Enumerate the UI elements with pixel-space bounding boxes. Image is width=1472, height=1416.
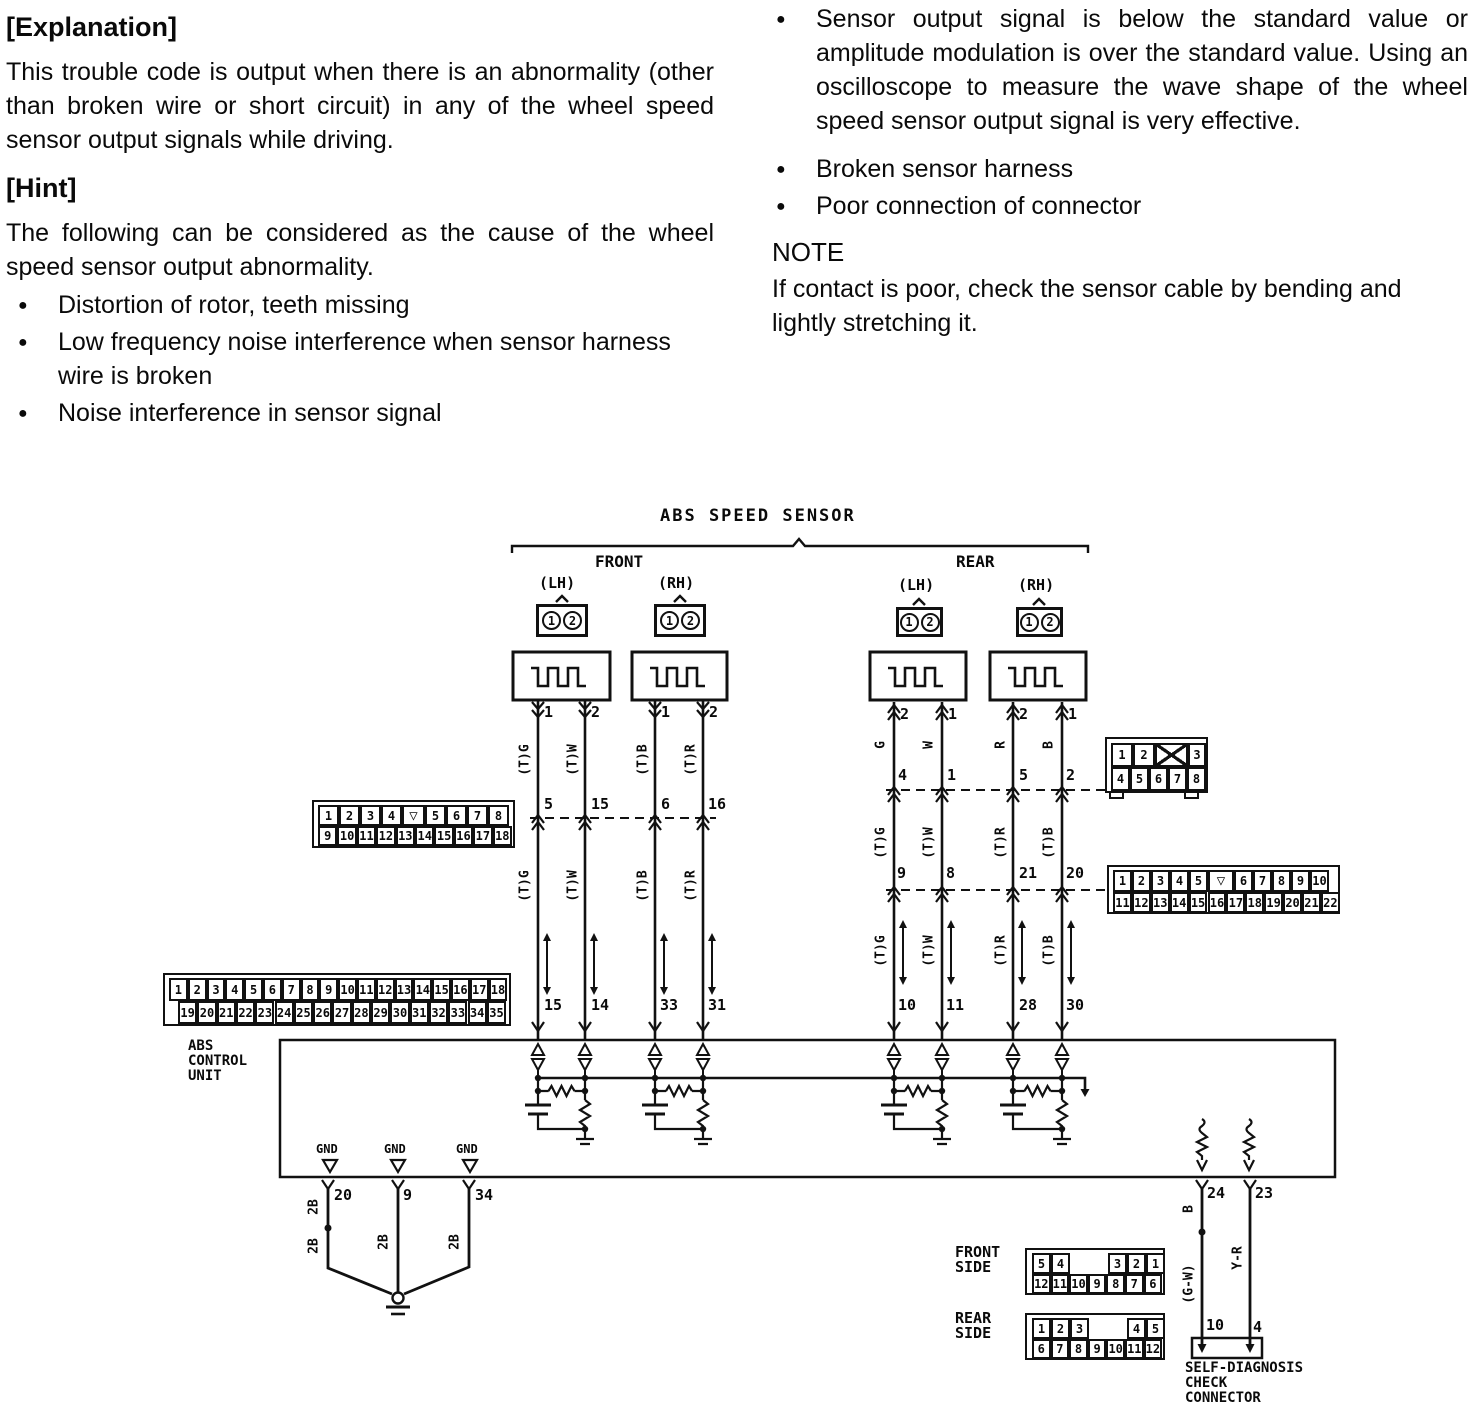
- connector-cell: 9: [1088, 1274, 1107, 1294]
- rear-rh-label: (RH): [1018, 576, 1055, 594]
- pin-circle: 1: [900, 613, 919, 632]
- connector-cell: 2: [1127, 1253, 1146, 1274]
- connector-cell: 12: [376, 826, 395, 846]
- connector-cell: 8: [1069, 1339, 1088, 1359]
- connector-cell: 15: [434, 826, 453, 846]
- wire-color-label: (T)B: [635, 744, 651, 776]
- connector-cell: 18: [489, 978, 508, 1001]
- abs-unit-label-line1: ABS: [188, 1038, 214, 1054]
- pin-number-label: 15: [544, 996, 563, 1014]
- pin-number-label: 24: [1207, 1184, 1226, 1202]
- pin-number-label: 5: [544, 795, 554, 813]
- cause-bullet-3: Poor connection of connector: [816, 192, 1142, 220]
- connector-cell: 29: [371, 1001, 390, 1024]
- connector-cell: 2: [1133, 743, 1155, 767]
- pin-number-label: 20: [334, 1186, 353, 1204]
- pin-number-label: 1: [947, 766, 957, 784]
- connector-cell: 19: [178, 1001, 197, 1024]
- connector-cell: 7: [282, 978, 301, 1001]
- connector-cell: 25: [294, 1001, 313, 1024]
- pin-number-label: 6: [661, 795, 671, 813]
- connector-cell: ▽: [1208, 870, 1234, 892]
- wire-color-label: R: [993, 741, 1009, 749]
- wire-color-label: (T)B: [635, 870, 651, 902]
- rear-lh-label: (LH): [898, 576, 935, 594]
- connector-cell: 1: [1032, 1318, 1051, 1339]
- connector-cell: 24: [275, 1001, 294, 1024]
- front-side-label-line1: FRONT: [955, 1243, 1001, 1261]
- connector-cell: 4: [1127, 1318, 1146, 1339]
- wire-color-label: 2B: [376, 1234, 392, 1250]
- gnd-label-2: GND: [384, 1142, 406, 1156]
- pin-number-label: 21: [1019, 864, 1038, 882]
- connector-cell: 5: [1189, 870, 1208, 892]
- pin-number-label: 23: [1255, 1184, 1274, 1202]
- pin-circle: 1: [660, 611, 679, 630]
- pin-number-label: 4: [1253, 1318, 1263, 1336]
- connector-cell: 7: [1253, 870, 1272, 892]
- connector-cell: 15: [432, 978, 451, 1001]
- connector-cell: 7: [467, 805, 488, 826]
- connector-cell: 14: [413, 978, 432, 1001]
- connector-cell: 16: [454, 826, 473, 846]
- connector-cell: 4: [1170, 870, 1189, 892]
- front-rh-sensor-connector: [654, 604, 706, 637]
- connector-cell: 31: [410, 1001, 429, 1024]
- hint-bullet-1: Distortion of rotor, teeth missing: [58, 291, 410, 319]
- connector-cell: 10: [1310, 870, 1329, 892]
- note-body: If contact is poor, check the sensor cable by bending and lightly stretching it.: [772, 275, 1402, 337]
- pin-number-label: 1: [544, 703, 554, 721]
- pin-number-label: 1: [661, 703, 671, 721]
- connector-cell: 4: [1051, 1253, 1070, 1274]
- connector-cell: 16: [451, 978, 470, 1001]
- connector-cell: 16: [1208, 892, 1227, 913]
- cause-bullet-1: Sensor output signal is below the standard value or amplitude modulation is over the standard value. Using an oscilloscope to measure the wave shape of the wheel speed sensor output signal is very effective.: [816, 5, 1468, 135]
- connector-cell: 3: [1070, 1318, 1089, 1339]
- connector-cell: 28: [352, 1001, 371, 1024]
- pin-circle: 2: [681, 611, 700, 630]
- connector-cell: 13: [1151, 892, 1170, 913]
- connector-cell: 3: [1188, 743, 1206, 767]
- hint-heading: [Hint]: [6, 173, 77, 203]
- connector-cell: 11: [1051, 1274, 1070, 1294]
- connector-cell: 10: [338, 978, 357, 1001]
- wire-color-label: (T)W: [921, 935, 937, 967]
- wire-color-label: 2B: [306, 1238, 322, 1254]
- wire-color-label: Y-R: [1230, 1246, 1246, 1270]
- connector-cell: 22: [1321, 892, 1340, 913]
- front-side-connector: [1025, 1248, 1165, 1295]
- wire-color-label: (T)B: [1041, 827, 1057, 859]
- connector-cell: 14: [415, 826, 434, 846]
- connector-cell: 9: [318, 826, 337, 846]
- connector-cell: 2: [188, 978, 207, 1001]
- connector-cell: 1: [1146, 1253, 1165, 1274]
- connector-cell: 27: [332, 1001, 351, 1024]
- explanation-heading: [Explanation]: [6, 12, 178, 42]
- connector-cell: 20: [197, 1001, 216, 1024]
- pin-number-label: 33: [660, 996, 679, 1014]
- connector-cell: 7: [1168, 767, 1187, 791]
- connector-cell: 5: [1032, 1253, 1051, 1274]
- connector-cell: 35: [487, 1001, 506, 1024]
- connector-cell: 2: [1132, 870, 1151, 892]
- pin-number-label: 34: [475, 1186, 494, 1204]
- connector-cell: 1: [318, 805, 339, 826]
- connector-cell: 11: [357, 826, 376, 846]
- connector-cell: 4: [225, 978, 244, 1001]
- connector-cell: 11: [1113, 892, 1132, 913]
- cause-bullet-2: Broken sensor harness: [816, 155, 1074, 183]
- connector-cell: 9: [1291, 870, 1310, 892]
- explanation-body: This trouble code is output when there is an abnormality (other than broken wire or short circuit) in any of the wheel speed sensor output signals while driving.: [6, 58, 714, 154]
- pin-number-label: 15: [591, 795, 610, 813]
- connector-cell: 18: [493, 826, 512, 846]
- connector-cell: 17: [470, 978, 489, 1001]
- wire-color-label: (T)W: [921, 827, 937, 859]
- connector-cell: 22: [236, 1001, 255, 1024]
- pin-number-label: 10: [1206, 1316, 1225, 1334]
- pin-number-label: 16: [708, 795, 727, 813]
- rear-side-label-line1: REAR: [955, 1309, 992, 1327]
- wire-color-label: (T)R: [683, 870, 699, 902]
- rear-side-label-line2: SIDE: [955, 1324, 992, 1342]
- connector-cell: 6: [1234, 870, 1253, 892]
- connector-cell: 12: [376, 978, 395, 1001]
- pin-circle: 1: [542, 611, 561, 630]
- pin-number-label: 2: [591, 703, 601, 721]
- pin-number-label: 2: [709, 703, 719, 721]
- connector-cell: 21: [217, 1001, 236, 1024]
- pin-number-label: 2: [1019, 705, 1029, 723]
- connector-cell: 17: [1226, 892, 1245, 913]
- connector-cell: 5: [425, 805, 446, 826]
- wire-color-label: (T)G: [517, 870, 533, 902]
- connector-cell: 8: [488, 805, 509, 826]
- connector-cell: 32: [429, 1001, 448, 1024]
- connector-cell: 2: [1051, 1318, 1070, 1339]
- connector-cell: 26: [313, 1001, 332, 1024]
- connector-cell: 5: [244, 978, 263, 1001]
- pin-number-label: 8: [946, 864, 956, 882]
- connector-cell: 10: [1106, 1339, 1125, 1359]
- pin-circle: 2: [921, 613, 940, 632]
- connector-cell: 3: [1108, 1253, 1127, 1274]
- wire-color-label: 2B: [447, 1234, 463, 1250]
- abs-unit-label-line3: UNIT: [188, 1068, 222, 1084]
- connector-cell: 30: [390, 1001, 409, 1024]
- connector-cell: [1155, 743, 1188, 767]
- front-label: FRONT: [595, 552, 644, 571]
- connector-cell: 14: [1170, 892, 1189, 913]
- pin-circle: 2: [1041, 613, 1060, 632]
- connector-cell: 12: [1032, 1274, 1051, 1294]
- hint-bullet-2: Low frequency noise interference when sensor harness wire is broken: [58, 328, 671, 390]
- self-diag-label-line3: CONNECTOR: [1185, 1390, 1261, 1406]
- wire-color-label: (T)G: [517, 744, 533, 776]
- connector-cell: 17: [473, 826, 492, 846]
- connector-cell: 11: [1125, 1339, 1144, 1359]
- gnd-label-1: GND: [316, 1142, 338, 1156]
- hint-bullet-3: Noise interference in sensor signal: [58, 399, 442, 427]
- pin-number-label: 10: [898, 996, 917, 1014]
- front-lh-label: (LH): [539, 574, 576, 592]
- front-lh-sensor-connector: [536, 604, 588, 637]
- wire-color-label: (T)W: [565, 744, 581, 776]
- connector-cell: 8: [1106, 1274, 1125, 1294]
- pin-number-label: 20: [1066, 864, 1085, 882]
- connector-cell: 33: [448, 1001, 467, 1024]
- connector-cell: 6: [446, 805, 467, 826]
- connector-cell: 13: [396, 826, 415, 846]
- rear-side-connector: [1025, 1313, 1165, 1360]
- connector-cell: 8: [301, 978, 320, 1001]
- connector-cell: 19: [1264, 892, 1283, 913]
- connector-cell: 9: [1088, 1339, 1107, 1359]
- connector-cell: 7: [1125, 1274, 1144, 1294]
- connector-cell: 5: [1146, 1318, 1165, 1339]
- rear-label: REAR: [956, 552, 995, 571]
- wire-color-label: G: [873, 741, 889, 749]
- connector-cell: 6: [1144, 1274, 1163, 1294]
- wire-color-label: (T)R: [993, 827, 1009, 859]
- hint-intro: The following can be considered as the cause of the wheel speed sensor output abnormality.: [6, 219, 714, 281]
- front-harness-connector-18pin: [312, 800, 515, 848]
- wire-color-label: 2B: [306, 1199, 322, 1215]
- connector-cell: 5: [1130, 767, 1149, 791]
- connector-cell: 4: [1111, 767, 1130, 791]
- wire-color-label: (T)W: [565, 870, 581, 902]
- connector-cell: 34: [468, 1001, 487, 1024]
- abs-unit-connector-35pin: [163, 973, 511, 1026]
- pin-circle: 2: [563, 611, 582, 630]
- pin-number-label: 2: [900, 705, 910, 723]
- connector-cell: 12: [1132, 892, 1151, 913]
- wire-color-label: (T)R: [683, 744, 699, 776]
- pin-number-label: 9: [403, 1186, 413, 1204]
- pin-number-label: 1: [1068, 705, 1078, 723]
- rear-lh-sensor-connector: [896, 607, 943, 637]
- pin-number-label: 5: [1019, 766, 1029, 784]
- wire-color-label: (G-W): [1181, 1264, 1197, 1304]
- pin-number-label: 4: [898, 766, 908, 784]
- connector-cell: 1: [169, 978, 188, 1001]
- connector-cell: 1: [1111, 743, 1133, 767]
- pin-number-label: 11: [946, 996, 965, 1014]
- connector-cell: 8: [1272, 870, 1291, 892]
- wire-color-label: (T)R: [993, 935, 1009, 967]
- connector-cell: 3: [1151, 870, 1170, 892]
- front-rh-label: (RH): [658, 574, 695, 592]
- gnd-label-3: GND: [456, 1142, 478, 1156]
- diagram-title: ABS SPEED SENSOR: [660, 506, 856, 526]
- wire-color-label: (T)G: [873, 827, 889, 859]
- connector-cell: 8: [1187, 767, 1206, 791]
- wire-color-label: B: [1181, 1205, 1197, 1213]
- connector-cell: 6: [263, 978, 282, 1001]
- connector-cell: 6: [1032, 1339, 1051, 1359]
- wire-color-label: W: [921, 741, 937, 749]
- connector-cell: 9: [319, 978, 338, 1001]
- rear-harness-connector-8pin: [1105, 737, 1208, 793]
- pin-circle: 1: [1020, 613, 1039, 632]
- connector-cell: 6: [1149, 767, 1168, 791]
- connector-cell: 1: [1113, 870, 1132, 892]
- connector-cell: 10: [337, 826, 356, 846]
- connector-cell: 10: [1069, 1274, 1088, 1294]
- connector-cell: 13: [395, 978, 414, 1001]
- connector-cell: 21: [1302, 892, 1321, 913]
- connector-cell: 11: [357, 978, 376, 1001]
- connector-cell: 20: [1283, 892, 1302, 913]
- pin-number-label: 31: [708, 996, 727, 1014]
- connector-cell: 3: [360, 805, 381, 826]
- connector-cell: 12: [1144, 1339, 1163, 1359]
- connector-cell: 15: [1189, 892, 1208, 913]
- pin-number-label: 9: [897, 864, 907, 882]
- abs-unit-label-line2: CONTROL: [188, 1053, 248, 1069]
- pin-number-label: 28: [1019, 996, 1038, 1014]
- wire-color-label: B: [1041, 741, 1057, 749]
- connector-cell: 7: [1051, 1339, 1070, 1359]
- note-heading: NOTE: [772, 237, 845, 267]
- rear-rh-sensor-connector: [1016, 607, 1063, 637]
- wire-color-label: (T)G: [873, 935, 889, 967]
- pin-number-label: 30: [1066, 996, 1085, 1014]
- pin-number-label: 2: [1066, 766, 1076, 784]
- wire-color-label: (T)B: [1041, 935, 1057, 967]
- pin-number-label: 14: [591, 996, 610, 1014]
- front-side-label-line2: SIDE: [955, 1258, 992, 1276]
- self-diag-label-line2: CHECK: [1185, 1375, 1228, 1391]
- pin-number-label: 1: [948, 705, 958, 723]
- connector-cell: 4: [381, 805, 402, 826]
- connector-cell: 23: [255, 1001, 274, 1024]
- self-diag-label-line1: SELF-DIAGNOSIS: [1185, 1360, 1304, 1376]
- connector-cell: 3: [207, 978, 226, 1001]
- connector-cell: ▽: [402, 805, 425, 826]
- connector-cell: 18: [1245, 892, 1264, 913]
- rear-harness-connector-22pin: [1107, 865, 1340, 914]
- connector-cell: 2: [339, 805, 360, 826]
